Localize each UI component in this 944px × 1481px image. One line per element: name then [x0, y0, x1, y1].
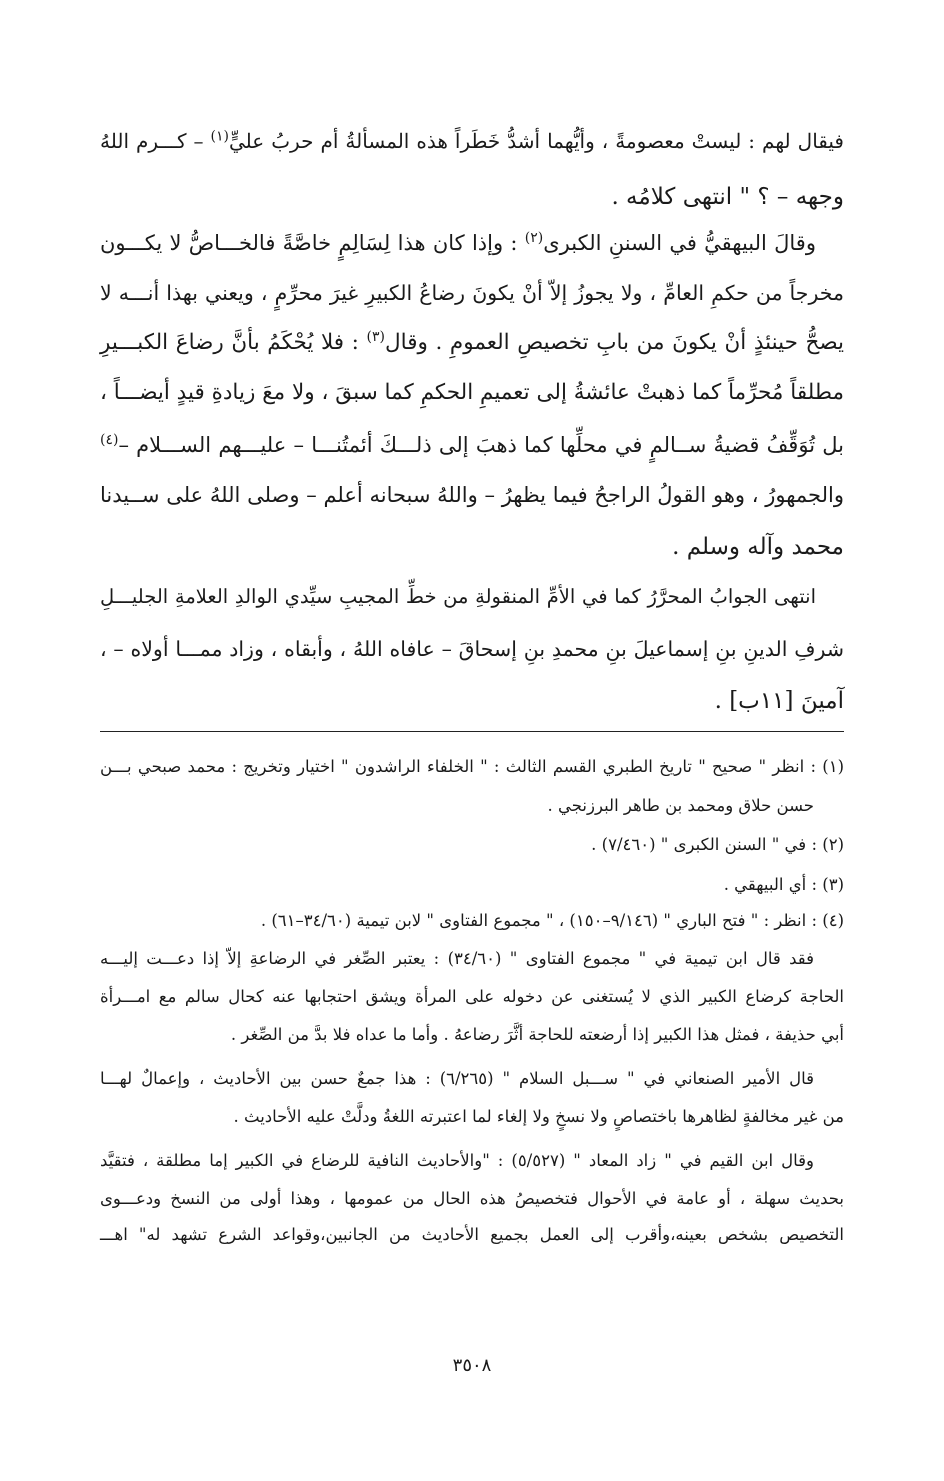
- main-text-line: يصحُّ حينئذٍ أنْ يكونَ من بابِ تخصيصِ العمومِ . وقال$^{(٣)}$ : فلا يُحْكَمُ بأنَّ رضاعَ الكبـــيرِ: [100, 328, 844, 355]
- footnote-marker: (١): [210, 128, 229, 145]
- footnote-line: التخصيص بشخص بعينه،وأقرب إلى العمل بجميع الأحاديث من الجانبين،وقواعد الشرع تشهد له" اهـــ: [100, 1225, 844, 1244]
- main-text-line: وقالَ البيهقيُّ في السننِ الكبرى$^{(٢)}$ : وإذا كان هذا لِسَالِمٍ خاصَّةً فالخـــاصُّ لا يكـــون: [100, 230, 816, 255]
- footnote-line: حسن حلاق ومحمد بن طاهر البرزنجي .: [547, 796, 814, 815]
- main-text-line: آمينَ [١١ب] .: [714, 688, 844, 714]
- main-text-line: وجهه – ؟ " انتهى كلامُه .: [611, 184, 844, 210]
- main-text-line: انتهى الجوابُ المحرَّرُ كما في الأمِّ المنقولةِ من خطِّ المجيبِ سيِّدي الوالدِ العلامةِ الجليـــلِ: [100, 585, 816, 608]
- footnote-marker: (٤): [100, 432, 119, 448]
- main-text-line: فيقال لهم : ليستْ معصومةً ، وأيُّهما أشدُّ خَطَراً هذه المسألةُ أم حربُ عليٍّ$^{(١)}$ – كـــرم اللهُ: [100, 128, 844, 153]
- main-text-line: والجمهورُ ، وهو القولُ الراجحُ فيما يظهرُ – واللهُ سبحانه أعلم – وصلى اللهُ على ســيدنا: [100, 483, 844, 507]
- main-text-line: مخرجاً من حكمِ العامِّ ، ولا يجوزُ إلاّ أنْ يكونَ رضاعُ الكبيرِ غيرَ محرِّمٍ ، ويعني بهذا أنـــه لا: [100, 281, 844, 305]
- footnote-line: (١) : انظر " صحيح " تاريخ الطبري القسم الثالث : " الخلفاء الراشدون " اختيار وتخريج : محمد صبحي بـــن: [100, 757, 844, 776]
- main-text-line: بل تُوَقِّفُ قضيةُ ســالمٍ في محلِّها كما ذهبَ إلى ذلـــكَ أئمتُنـــا – عليـــهم الســـلام –$^{(٤)}$: [100, 432, 844, 457]
- main-text-line: مطلقاً مُحرِّماً كما ذهبتْ عائشةُ إلى تعميمِ الحكمِ كما سبقَ ، ولا معَ زيادةِ قيدٍ أيضـــاً ،: [100, 380, 844, 405]
- footnote-separator: [100, 731, 844, 732]
- footnote-line: قال الأمير الصنعاني في " ســـبل السلام " (٦/٢٦٥) : هذا جمعٌ حسن بين الأحاديث ، وإعمالٌ لهـــا: [100, 1069, 814, 1088]
- footnote-marker: (٢): [524, 230, 544, 246]
- main-text-line: محمد وآله وسلم .: [672, 534, 844, 560]
- footnote-line: بحديث سهلة ، أو عامة في الأحوال فتخصيصُ هذه الحال من عمومها ، وهذا أولى من النسخ ودعـــوى: [100, 1189, 844, 1208]
- footnote-line: من غير مخالفةٍ لظاهرها باختصاصٍ ولا نسخٍ ولا إلغاء لما اعتبرته اللغةُ ودلَّتْ عليه الأحاديث .: [233, 1107, 844, 1126]
- footnote-line: (٢) : في " السنن الكبرى " (٧/٤٦٠) .: [591, 835, 844, 854]
- page-number: ٣٥٠٨: [452, 1355, 492, 1376]
- footnote-line: (٤) : انظر : " فتح الباري " (٩/١٤٦–١٥٠) ، " مجموع الفتاوى " لابن تيمية (٣٤/٦٠–٦١) .: [260, 911, 844, 930]
- footnote-line: (٣) : أي البيهقي .: [723, 875, 844, 894]
- footnote-line: الحاجة كرضاع الكبير الذي لا يُستغنى عن دخوله على المرأة ويشق احتجابها عنه كحال سالم مع امـــرأة: [100, 987, 844, 1006]
- footnote-line: فقد قال ابن تيمية في " مجموع الفتاوى " (٣٤/٦٠) : يعتبر الصِّغر في الرضاعةِ إلاّ إذا دعـــت إليـــه: [100, 949, 814, 968]
- footnote-marker: (٣): [366, 328, 386, 345]
- footnote-line: وقال ابن القيم في " زاد المعاد " (٥/٥٢٧) : "والأحاديث النافية للرضاع في الكبير إما مطلقة ، فتقيَّد: [100, 1151, 814, 1170]
- footnote-line: أبي حذيفة ، فمثل هذا الكبير إذا أرضعته للحاجة أثَّرَ رضاعهُ . وأما ما عداه فلا بدَّ من الصِّغر .: [230, 1025, 844, 1044]
- main-text-line: شرفِ الدينِ بنِ إسماعيلَ بنِ محمدِ بنِ إسحاقَ – عافاه اللهُ ، وأبقاه ، وزاد ممـــا أولاه – ،: [100, 637, 844, 661]
